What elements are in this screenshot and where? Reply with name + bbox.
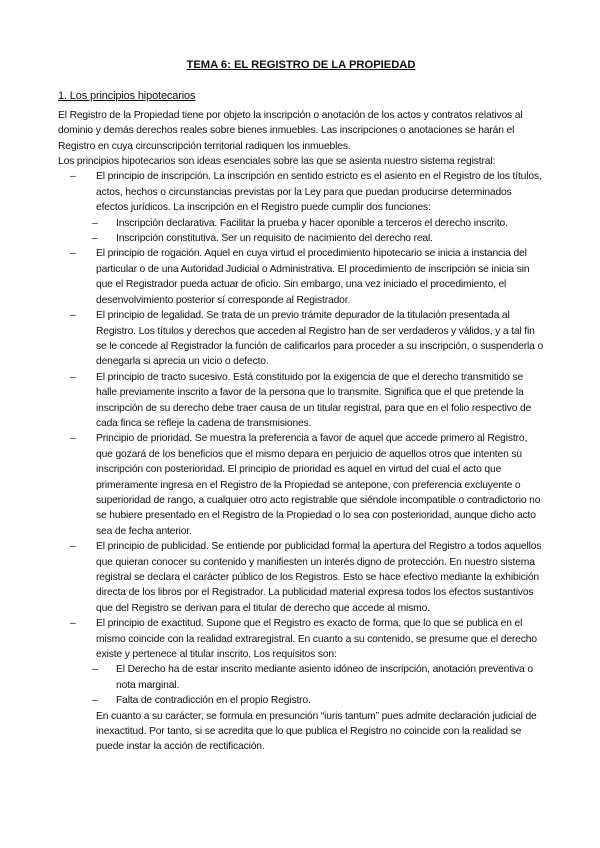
sub-item: [58, 693, 544, 708]
dash-bullet: –: [92, 664, 98, 676]
sub-item: [58, 231, 544, 246]
sub-item-text: El Derecho ha de estar inscrito mediante asiento idóneo de inscripción, anotación preventiva o nota marginal.: [116, 664, 533, 691]
principle-text: El principio de rogación. Aquel en cuya virtud el procedimiento hipotecario se inicia a instancia del particular o de una Autoridad Judicial o Administrativa. El procedimiento de inscripción se inicia sin que el Registrador pueda actuar de oficio. Sin embargo, una vez iniciado el procedimiento, el desenvolvimiento posterior sí corresponde al Registrador.: [96, 248, 530, 306]
document-body: [58, 58, 544, 755]
principle-item: [58, 370, 544, 432]
principle-continuation: En cuanto a su carácter, se formula en presunción “iuris tantum” pues admite declaración judicial de inexactitud. Por tanto, si se acredita que lo que publica el Registro no coincide con la realidad se puede instar la acción de rectificación.: [96, 710, 537, 753]
dash-bullet: –: [70, 310, 76, 322]
principle-text: El principio de tracto sucesivo. Está constituido por la exigencia de que el derecho transmitido se halle previamente inscrito a favor de la persona que lo transmite. Significa que el que pretende la inscripción de su derecho debe traer causa de un titular registral, para que en el folio respectivo de cada finca se refleje la cadena de transmisiones.: [96, 371, 532, 429]
page-title: TEMA 6: EL REGISTRO DE LA PROPIEDAD: [186, 59, 416, 71]
principle-item: [58, 431, 544, 539]
dash-bullet: –: [70, 618, 76, 630]
principle-text: Principio de prioridad. Se muestra la preferencia a favor de aquel que accede primero al Registro, que gozará de los beneficios que el mismo depara en perjuicio de aquellos otros que intenten su inscripción con posterioridad. El principio de prioridad es aquel en virtud del cual el acto que primeramente ingresa en el Registro de la Propiedad se antepone, con preferencia excluyente o superioridad de rango, a cualquier otro acto registrable que siéndole incompatible o contradictorio no se hubiere presentado en el Registro de la Propiedad o lo sea con posterioridad, aunque dicho acto sea de fecha anterior.: [96, 433, 541, 537]
sub-item: [58, 662, 544, 693]
intro-paragraph: El Registro de la Propiedad tiene por objeto la inscripción o anotación de los actos y contratos relativos al dominio y demás derechos reales sobre bienes inmuebles. Las inscripciones o anotaciones se harán el Registro en cuya circunscripción territorial radiquen los inmuebles.: [58, 109, 523, 152]
sub-item-text: Inscripción declarativa. Facilitar la prueba y hacer oponible a terceros el derecho inscrito.: [116, 217, 508, 229]
sub-item-text: Falta de contradicción en el propio Registro.: [116, 695, 311, 707]
principles-list: [58, 169, 544, 754]
sub-item: [58, 216, 544, 231]
principle-item: [58, 616, 544, 662]
principle-item: [58, 539, 544, 616]
dash-bullet: –: [70, 433, 76, 445]
dash-bullet: –: [92, 217, 98, 229]
principle-text: El principio de inscripción. La inscripción en sentido estricto es el asiento en el Registro de los títulos, actos, hechos o circunstancias previstas por la Ley para que puedan producirse determinados efectos jurídicos. La inscripción en el Registro puede cumplir dos funciones:: [96, 171, 542, 214]
dash-bullet: –: [70, 371, 76, 383]
section-heading: 1. Los principios hipotecarios: [58, 90, 196, 103]
dash-bullet: –: [92, 695, 98, 707]
dash-bullet: –: [70, 171, 76, 183]
principle-text: El principio de exactitud. Supone que el Registro es exacto de forma, que lo que se publica en el mismo coincide con la realidad extraregistral. En cuanto a su contenido, se presume que el derecho existe y pertenece al titular inscrito. Los requisitos son:: [96, 618, 537, 661]
principle-text: El principio de publicidad. Se entiende por publicidad formal la apertura del Registro a todos aquellos que quieran conocer su contenido y manifiesten un interés digno de protección. En nuestro sistema registral se declara el carácter público de los Registros. Esto se hace efectivo mediante la exhibición directa de los libros por el Registrador. La publicidad material expresa todos los efectos sustantivos que del Registro se derivan para el titular de derecho que accede al mismo.: [96, 541, 542, 614]
principle-text: El principio de legalidad. Se trata de un previo trámite depurador de la titulación presentada al Registro. Los títulos y derechos que acceden al Registro han de ser verdaderos y válidos, y a tal fin se le concede al Registrador la función de calificarlos para proceder a su inscripción, o suspenderla o denegarla si aprecia un vicio o defecto.: [96, 310, 544, 368]
dash-bullet: –: [70, 541, 76, 553]
dash-bullet: –: [92, 233, 98, 245]
principle-item: [58, 308, 544, 370]
lead-paragraph: Los principios hipotecarios son ideas esenciales sobre las que se asienta nuestro sistema registral:: [58, 156, 496, 168]
sub-item-text: Inscripción constitutiva. Ser un requisito de nacimiento del derecho real.: [116, 233, 433, 245]
principle-item: [58, 246, 544, 308]
dash-bullet: –: [70, 248, 76, 260]
principle-item: [58, 169, 544, 215]
